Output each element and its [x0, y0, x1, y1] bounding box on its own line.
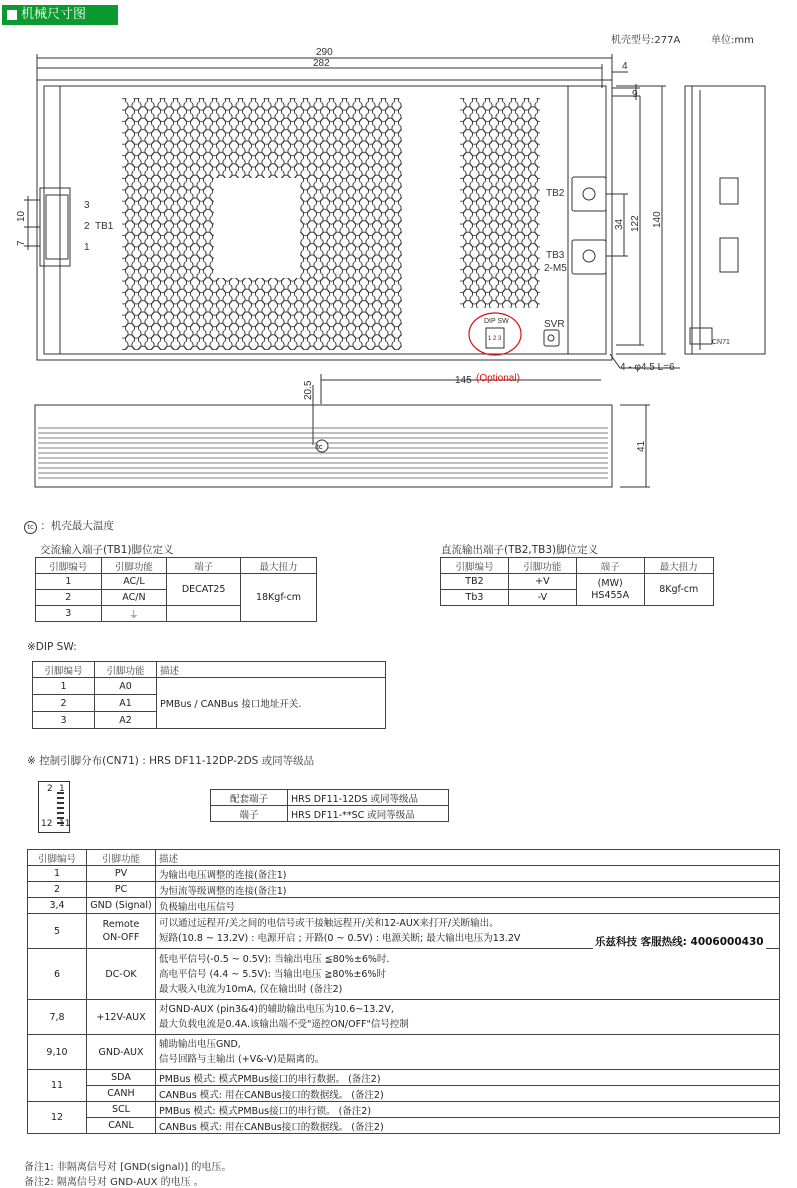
ground-icon: ⏚	[101, 606, 167, 622]
cell: 配套端子	[211, 790, 288, 806]
tb1-label: TB1	[95, 221, 114, 232]
cell: 6	[28, 949, 87, 1000]
svr-label: SVR	[544, 319, 565, 330]
cell: 2	[36, 590, 102, 606]
housing-model: 机壳型号:277A	[611, 35, 681, 46]
cell: CANL	[87, 1118, 156, 1134]
tb1-pin3: 3	[84, 200, 90, 211]
cell: 1	[33, 678, 95, 695]
cell: 可以通过远程开/关之间的电信号或干接触远程开/关和12-AUX来打开/关断输出。 短路(10.8 ~ 13.2V) : 电源开启 ; 开路(0 ~ 0.5V) : 电源关断; 最大输出电压为13.2V	[156, 914, 780, 949]
dim-9: 9	[632, 89, 638, 100]
cn-pin1: 1	[59, 784, 65, 794]
th: 端子	[167, 558, 241, 574]
cell: GND-AUX	[87, 1035, 156, 1070]
cell: 为恒流等级调整的连接(备注1)	[156, 882, 780, 898]
dim-41: 41	[636, 440, 647, 452]
cell: 1	[36, 574, 102, 590]
cell: HRS DF11-**SC 或同等级品	[288, 806, 449, 822]
cell: 18Kgf-cm	[241, 574, 317, 622]
cell: A2	[95, 712, 157, 729]
m5-label: 2-M5	[544, 263, 567, 274]
cn-pin2: 2	[47, 784, 53, 794]
dip-caption: ※DIP SW:	[27, 641, 77, 653]
cell: 1	[28, 866, 87, 882]
cell: 端子	[211, 806, 288, 822]
cn71-caption: ※ 控制引脚分布(CN71) : HRS DF11-12DP-2DS 或同等级品	[27, 755, 315, 767]
note-1: 备注1: 非隔离信号对 [GND(signal)] 的电压。	[24, 1162, 232, 1173]
cell: CANH	[87, 1086, 156, 1102]
cell: AC/N	[101, 590, 167, 606]
dim-140: 140	[652, 211, 663, 228]
cell: Tb3	[441, 590, 509, 606]
th: 引脚编号	[36, 558, 102, 574]
th: 引脚功能	[101, 558, 167, 574]
tb1-caption: 交流输入端子(TB1)脚位定义	[40, 544, 174, 556]
cell: CANBus 模式: 用在CANBus接口的数据线。 (备注2)	[156, 1086, 780, 1102]
cell: 为输出电压调整的连接(备注1)	[156, 866, 780, 882]
cell: 7,8	[28, 1000, 87, 1035]
th: 引脚功能	[87, 850, 156, 866]
optional-label: (Optional)	[476, 373, 520, 384]
cell: 9,10	[28, 1035, 87, 1070]
th: 引脚编号	[28, 850, 87, 866]
cell: TB2	[441, 574, 509, 590]
th: 描述	[157, 662, 386, 678]
dim-282: 282	[313, 58, 330, 69]
cell: (MW) HS455A	[576, 574, 644, 606]
dim-7: 7	[16, 240, 27, 246]
cell: 3,4	[28, 898, 87, 914]
tb2-caption: 直流输出端子(TB2,TB3)脚位定义	[441, 544, 599, 556]
cell: +12V-AUX	[87, 1000, 156, 1035]
cn71-connector-icon	[38, 781, 70, 833]
mating-table	[210, 789, 449, 822]
cell: GND (Signal)	[87, 898, 156, 914]
unit-label: 单位:mm	[711, 35, 754, 46]
dim-4: 4	[622, 61, 628, 72]
tb1-pin1: 1	[84, 242, 90, 253]
cell: 3	[36, 606, 102, 622]
cell: A0	[95, 678, 157, 695]
th: 最大扭力	[644, 558, 714, 574]
cell: 负极输出电压信号	[156, 898, 780, 914]
cell: DC-OK	[87, 949, 156, 1000]
dipsw-label: DIP SW	[484, 318, 509, 325]
cell	[167, 606, 241, 622]
tc-icon: tc	[24, 521, 37, 534]
tb2-label: TB2	[546, 188, 565, 199]
hole-label: 4 - φ4.5 L=6	[620, 362, 675, 373]
dim-145: 145	[455, 375, 472, 386]
cell: 12	[28, 1102, 87, 1134]
cell: HRS DF11-12DS 或同等级品	[288, 790, 449, 806]
hotline: 乐兹科技 客服热线: 4006000430	[595, 936, 764, 948]
cell: DECAT25	[167, 574, 241, 606]
cell: 2	[33, 695, 95, 712]
cell: A1	[95, 695, 157, 712]
cell: PMBus 模式: 模式PMBus接口的串行数据。 (备注2)	[156, 1070, 780, 1086]
tb3-label: TB3	[546, 250, 565, 261]
cell: PMBus / CANBus 接口地址开关.	[157, 678, 386, 729]
cell: Remote ON-OFF	[87, 914, 156, 949]
cell: PV	[87, 866, 156, 882]
cell: 3	[33, 712, 95, 729]
cell: 11	[28, 1070, 87, 1102]
th: 端子	[576, 558, 644, 574]
cell: 8Kgf-cm	[644, 574, 714, 606]
th: 引脚功能	[508, 558, 576, 574]
th: 引脚编号	[33, 662, 95, 678]
dim-205: 20.5	[303, 380, 314, 400]
cell: 2	[28, 882, 87, 898]
cn-pin11: 11	[59, 819, 71, 829]
header-title: 机械尺寸图	[21, 7, 87, 22]
cell: PC	[87, 882, 156, 898]
dip-pins: 1 2 3	[488, 336, 502, 342]
dip-table	[32, 661, 386, 729]
cn-pin12: 12	[41, 819, 53, 829]
tb2-table	[440, 557, 714, 606]
th: 引脚功能	[95, 662, 157, 678]
dim-122: 122	[630, 215, 641, 232]
svg-text:tc: tc	[317, 444, 323, 451]
cell: 辅助输出电压GND, 信号回路与主输出 (+V&-V)是隔离的。	[156, 1035, 780, 1070]
th: 描述	[156, 850, 780, 866]
vent-left	[122, 98, 402, 350]
cell: +V	[508, 574, 576, 590]
cell: SDA	[87, 1070, 156, 1086]
cell: -V	[508, 590, 576, 606]
pin-table	[27, 849, 780, 1134]
cell: 5	[28, 914, 87, 949]
vent-right	[460, 98, 540, 308]
cell: PMBus 模式: 模式PMBus接口的串行锁。 (备注2)	[156, 1102, 780, 1118]
mechanical-drawing	[0, 0, 797, 500]
cell: 低电平信号(-0.5 ~ 0.5V): 当输出电压 ≦80%±6%时. 高电平信号 (4.4 ~ 5.5V): 当输出电压 ≧80%±6%时 最大吸入电流为10mA, 仅在输出时 (备注2)	[156, 949, 780, 1000]
cell: CANBus 模式: 用在CANBus接口的数据线。 (备注2)	[156, 1118, 780, 1134]
dim-290: 290	[316, 47, 333, 58]
tb1-table	[35, 557, 317, 622]
note-2: 备注2: 隔离信号对 GND-AUX 的电压 。	[24, 1177, 204, 1188]
tc-note-text: ：机壳最大温度	[40, 520, 114, 532]
dim-10: 10	[16, 210, 27, 222]
dim-34: 34	[614, 218, 625, 230]
tc-note	[24, 518, 114, 534]
th: 引脚编号	[441, 558, 509, 574]
cn71-side-label: CN71	[712, 339, 730, 346]
cell: AC/L	[101, 574, 167, 590]
cell: SCL	[87, 1102, 156, 1118]
th: 最大扭力	[241, 558, 317, 574]
cell: 对GND-AUX (pin3&4)的辅助输出电压为10.6~13.2V, 最大负载电流是0.4A.该输出端不受"遥控ON/OFF"信号控制	[156, 1000, 780, 1035]
tb1-pin2: 2	[84, 221, 90, 232]
